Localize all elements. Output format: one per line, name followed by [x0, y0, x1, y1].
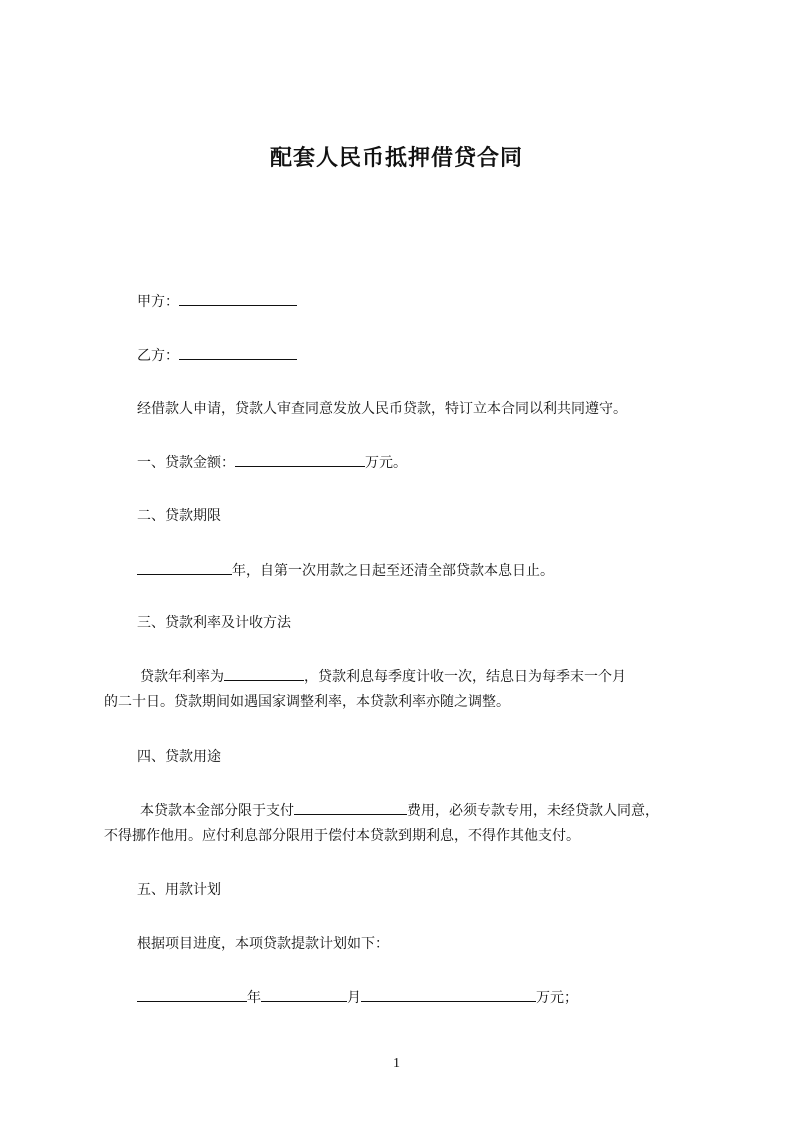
section-3-line-2: 的二十日。贷款期间如遇国家调整利率，本贷款利率亦随之调整。	[104, 694, 510, 710]
party-a-line	[137, 291, 297, 312]
page-number: 1	[393, 1056, 400, 1071]
section-4-line-1	[140, 800, 659, 821]
party-b-blank[interactable]	[179, 345, 297, 360]
intro-paragraph: 经借款人申请，贷款人审查同意发放人民币贷款，特订立本合同以利共同遵守。	[137, 401, 627, 417]
document-title: 配套人民币抵押借贷合同	[269, 146, 523, 171]
party-a-label: 甲方：	[137, 294, 179, 310]
section-4-line-2: 不得挪作他用。应付利息部分限用于偿付本贷款到期利息，不得作其他支付。	[104, 828, 580, 844]
party-b-line	[137, 345, 297, 366]
year-label: 年	[247, 990, 261, 1006]
withdrawal-month-blank[interactable]	[261, 987, 347, 1002]
purpose-blank[interactable]	[294, 800, 407, 815]
interest-rate-blank[interactable]	[224, 666, 304, 681]
loan-amount-unit: 万元。	[365, 455, 407, 471]
party-a-blank[interactable]	[179, 291, 297, 306]
interest-rate-label: 贷款年利率为	[140, 669, 224, 685]
party-b-label: 乙方：	[137, 348, 179, 364]
section-5-heading: 五、用款计划	[137, 882, 221, 898]
section-4-heading: 四、贷款用途	[137, 749, 221, 765]
interest-rate-text: ，贷款利息每季度计收一次，结息日为每季末一个月	[304, 669, 626, 685]
purpose-text: 费用，必须专款专用，未经贷款人同意，	[407, 803, 659, 819]
section-1-loan-amount	[137, 452, 407, 473]
section-2-heading: 二、贷款期限	[137, 508, 221, 524]
withdrawal-year-blank[interactable]	[137, 987, 247, 1002]
section-3-line-1	[140, 666, 626, 687]
purpose-label: 本贷款本金部分限于支付	[140, 803, 294, 819]
month-label: 月	[347, 990, 361, 1006]
withdrawal-amount-blank[interactable]	[361, 987, 536, 1002]
loan-amount-blank[interactable]	[235, 452, 365, 467]
amount-unit: 万元；	[536, 990, 578, 1006]
section-3-heading: 三、贷款利率及计收方法	[137, 615, 291, 631]
withdrawal-plan-row	[137, 987, 578, 1008]
section-5-intro: 根据项目进度，本项贷款提款计划如下：	[137, 936, 389, 952]
loan-term-blank[interactable]	[137, 560, 232, 575]
section-2-body	[137, 560, 554, 581]
loan-amount-label: 一、贷款金额：	[137, 455, 235, 471]
loan-term-text: 年，自第一次用款之日起至还清全部贷款本息日止。	[232, 563, 554, 579]
